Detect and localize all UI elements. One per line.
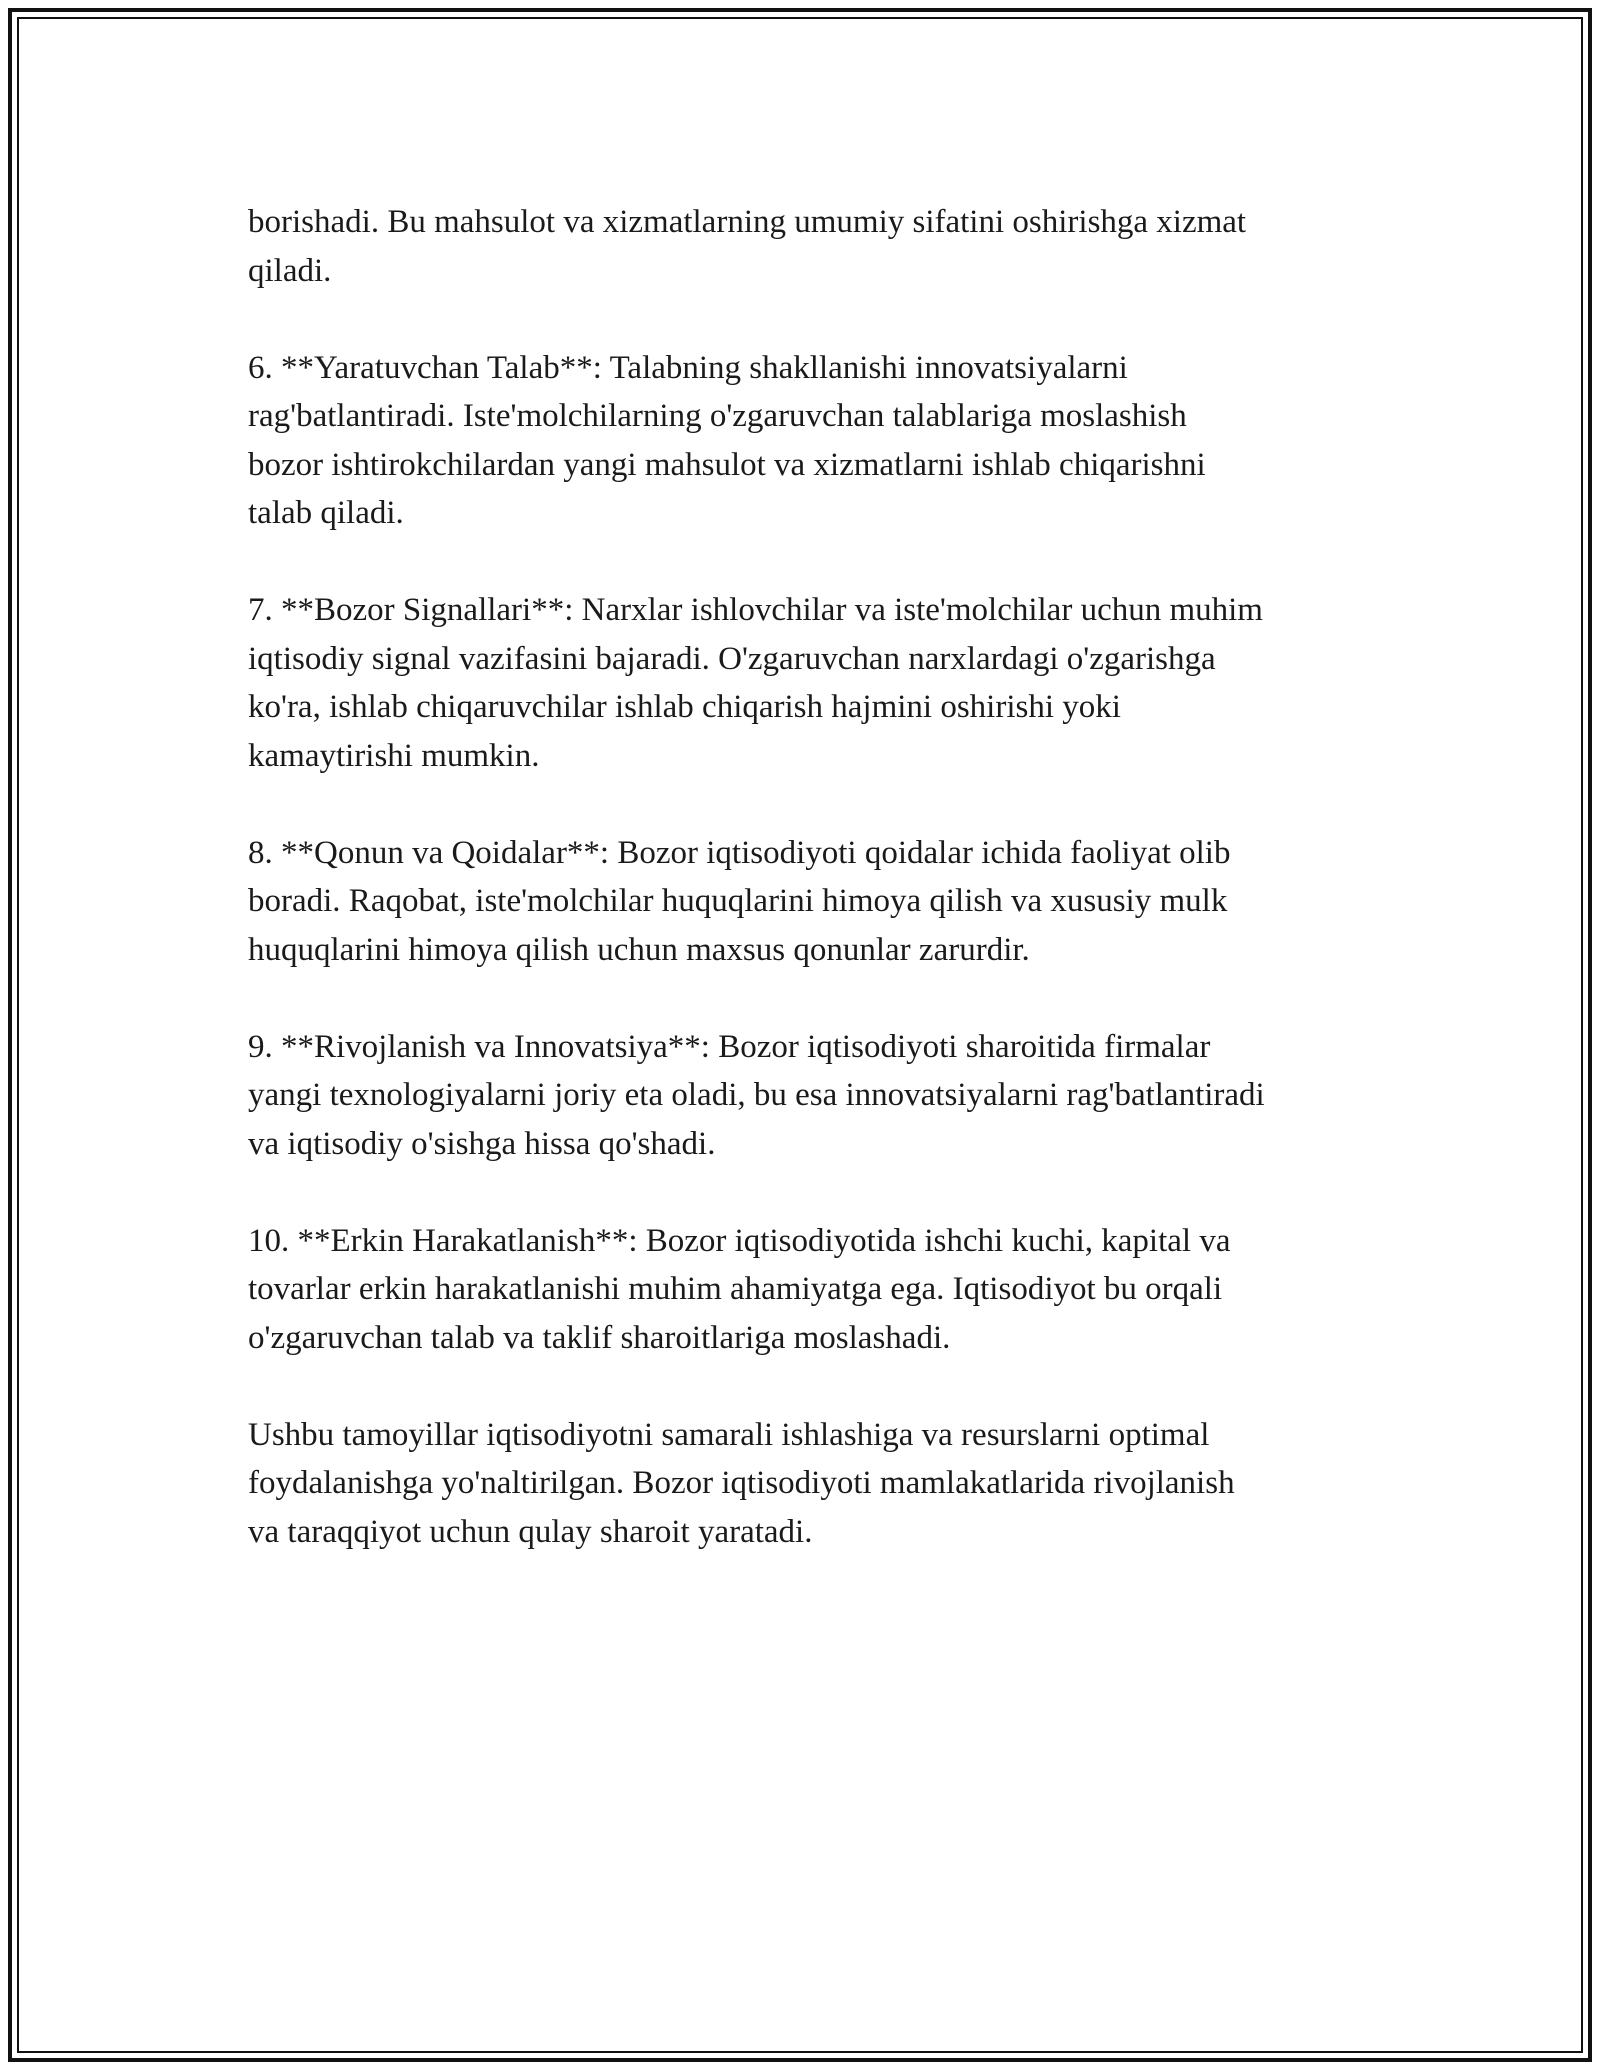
document-body	[248, 198, 1398, 1605]
paragraph-item-10: 10. **Erkin Harakatlanish**: Bozor iqtisodiyotida ishchi kuchi, kapital va tovarlar erkin harakatlanishi muhim ahamiyatga ega. Iqtisodiyot bu orqali o'zgaruvchan talab va taklif sharoitlariga moslashadi.	[248, 1222, 1231, 1356]
page-border	[8, 8, 1592, 2062]
paragraph-conclusion: Ushbu tamoyillar iqtisodiyotni samarali ishlashiga va resurslarni optimal foydalanishga yo'naltirilgan. Bozor iqtisodiyoti mamlakatlarida rivojlanish va taraqqiyot uchun qulay sharoit yaratadi.	[248, 1416, 1235, 1550]
paragraph-continuation: borishadi. Bu mahsulot va xizmatlarning umumiy sifatini oshirishga xizmat qiladi.	[248, 204, 1247, 289]
paragraph-item-6: 6. **Yaratuvchan Talab**: Talabning shakllanishi innovatsiyalarni rag'batlantiradi. Iste'molchilarning o'zgaruvchan talablariga moslashish bozor ishtirokchilardan yangi mahsulot va xizmatlarni ishlab chiqarishni talab qiladi.	[248, 349, 1206, 531]
paragraph-item-7: 7. **Bozor Signallari**: Narxlar ishlovchilar va iste'molchilar uchun muhim iqtisodiy signal vazifasini bajaradi. O'zgaruvchan narxlardagi o'zgarishga ko'ra, ishlab chiqaruvchilar ishlab chiqarish hajmini oshirishi yoki kamaytirishi mumkin.	[248, 592, 1263, 774]
paragraph-item-9: 9. **Rivojlanish va Innovatsiya**: Bozor iqtisodiyoti sharoitida firmalar yangi texnologiyalarni joriy eta oladi, bu esa innovatsiyalarni rag'batlantiradi va iqtisodiy o'sishga hissa qo'shadi.	[248, 1028, 1265, 1162]
paragraph-item-8: 8. **Qonun va Qoidalar**: Bozor iqtisodiyoti qoidalar ichida faoliyat olib boradi. Raqobat, iste'molchilar huquqlarini himoya qilish va xususiy mulk huquqlarini himoya qilish uchun maxsus qonunlar zarurdir.	[248, 834, 1231, 968]
